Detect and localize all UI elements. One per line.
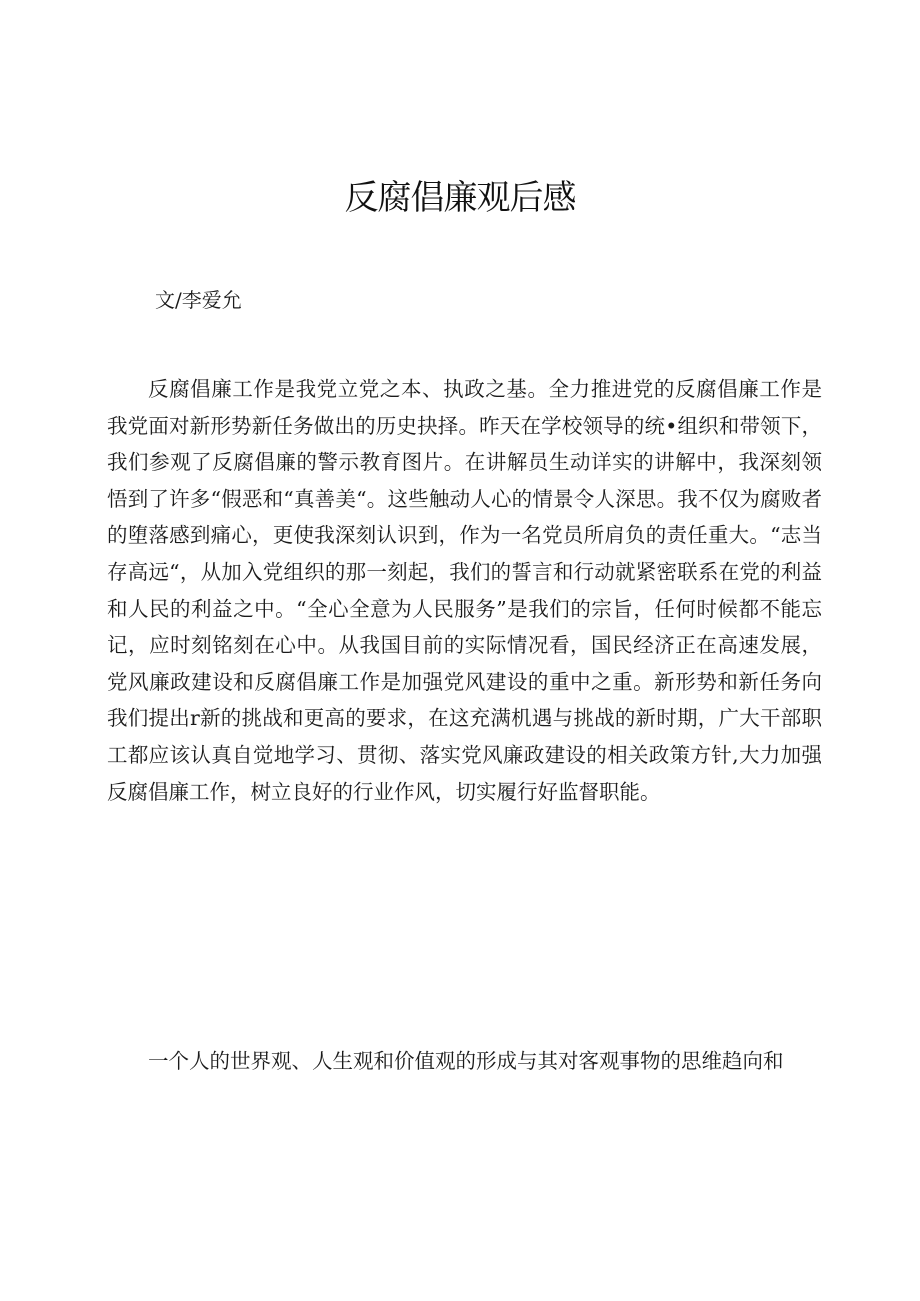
paragraph-1: 反腐倡廉工作是我党立党之本、执政之基。全力推进党的反腐倡廉工作是我党面对新形势新任务做出的历史抉择。昨天在学校领导的统•组织和带领下，我们参观了反腐倡廉的警示教育图片。在讲解员生动详实的讲解中，我深刻领悟到了许多“假恶和“真善美“。这些触动人心的情景令人深思。我不仅为腐败者的堕落感到痛心，更使我深刻认识到，作为一名党员所肩负的责任重大。“志当存高远“，从加入党组织的那一刻起，我们的誓言和行动就紧密联系在党的利益和人民的利益之中。“全心全意为人民服务”是我们的宗旨，任何时候都不能忘记，应时刻铭刻在心中。从我国目前的实际情况看，国民经济正在高速发展，党风廉政建设和反腐倡廉工作是加强党风建设的重中之重。新形势和新任务向我们提出r新的挑战和更高的要求，在这充满机遇与挑战的新时期，广大干部职工都应该认真自觉地学习、贯彻、落实党风廉政建设的相关政策方针,大力加强反腐倡廉工作，树立良好的行业作风，切实履行好监督职能。 bbox=[107, 377, 822, 804]
document-title: 反腐倡廉观后感 bbox=[344, 178, 576, 218]
author-line: 文/李爱允 bbox=[155, 288, 242, 312]
paragraph-2: 一个人的世界观、人生观和价值观的形成与其对客观事物的思维趋向和 bbox=[148, 1049, 784, 1073]
